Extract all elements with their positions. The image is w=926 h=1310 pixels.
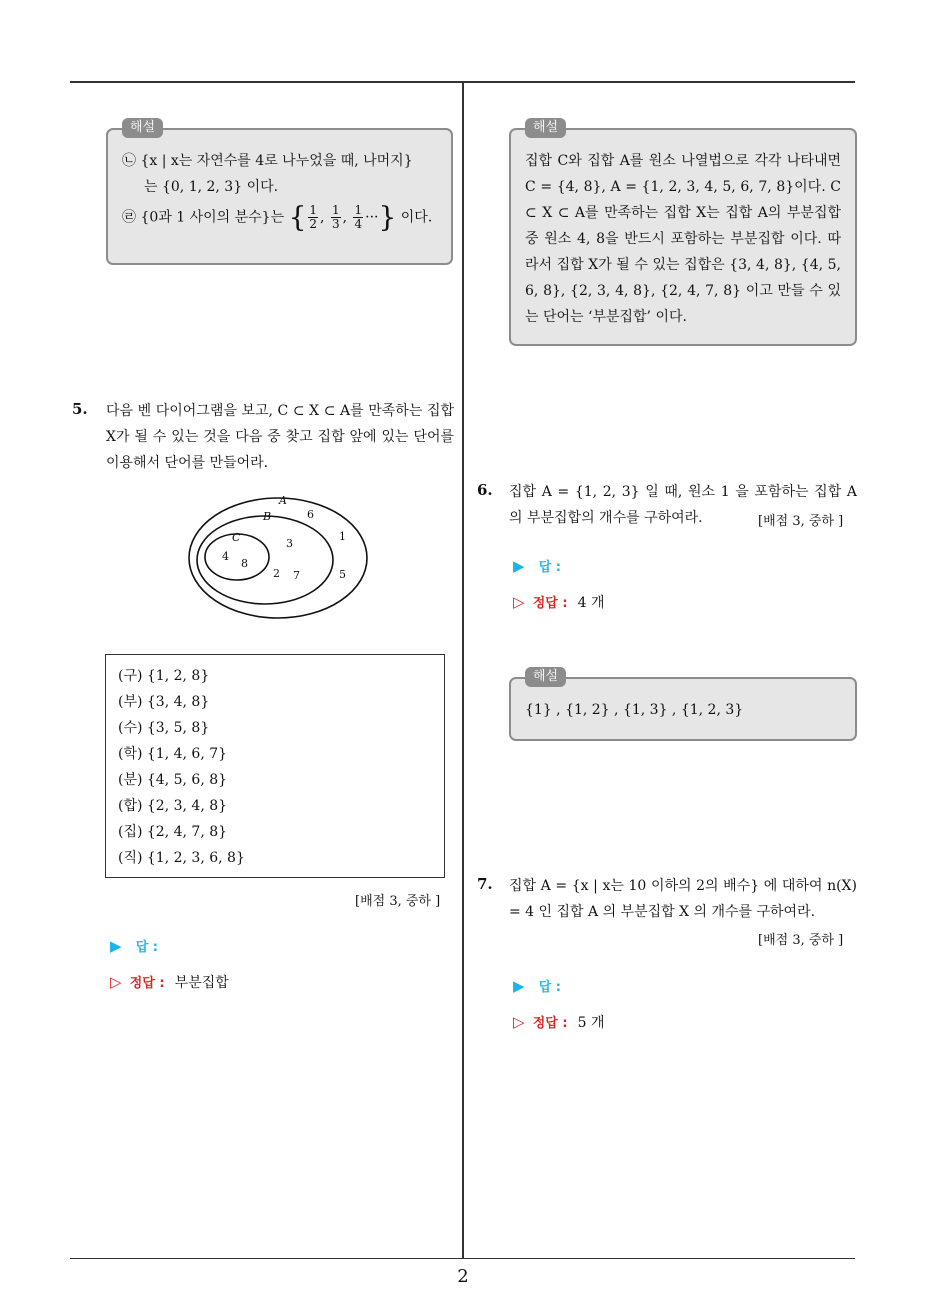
solution-tag: 해설 — [525, 667, 566, 687]
choice-item: (합) {2, 3, 4, 8} — [118, 798, 228, 814]
solution-box-3 — [509, 669, 857, 741]
answer-arrow-icon: ▶ — [110, 937, 122, 955]
choice-item: (직) {1, 2, 3, 6, 8} — [118, 850, 245, 866]
answer-label: 답 : — [135, 940, 158, 955]
answer-arrow-icon: ▶ — [513, 977, 525, 995]
choice-item: (집) {2, 4, 7, 8} — [118, 824, 228, 840]
question-number: 7. — [477, 875, 493, 893]
choices-box — [105, 654, 445, 878]
key-value: 5 개 — [577, 1015, 605, 1031]
choice-item: (구) {1, 2, 8} — [118, 668, 210, 684]
venn-set-b — [197, 516, 333, 604]
key-arrow-icon: ▷ — [513, 1013, 525, 1031]
solution-text: 집합 C와 집합 A를 원소 나열법으로 각각 나타내면 C = {4, 8}, A = {1, 2, 3, 4, 5, 6, 7, 8}이다. C ⊂ X ⊂ A를 만족하는 집합 X는 집합 A의 부분집합 중 원소 4, 8을 반드시 포함하는 부분집합 이다. 따라서 집합 X가 될 수 있는 집합은 {3, 4, 8}, {4, 5, 6, 8}, {2, 3, 4, 8}, {2, 4, 7, 8} 이고 만들 수 있는 단어는 ‘부분집합’ 이다. — [525, 153, 841, 325]
key-label: 정답 : — [129, 976, 165, 991]
venn-number: 3 — [286, 537, 293, 550]
key-arrow-icon: ▷ — [513, 593, 525, 611]
page-number: 2 — [457, 1266, 469, 1287]
solution-line-fractions: ㉣ {0과 1 사이의 분수}는 { $\frac{1}{2}$ , $\frac{1}{3}$ , $\frac{1}{4}$ ···} 이다. — [122, 200, 433, 234]
venn-number: 5 — [339, 568, 346, 581]
question-7-text: 집합 A = {x | x는 10 이하의 2의 배수} 에 대하여 n(X) = 4 인 집합 A 의 부분집합 X 의 개수를 구하여라. — [509, 878, 857, 920]
solution-box-2 — [509, 120, 857, 346]
key-label: 정답 : — [532, 1016, 568, 1031]
question-number: 5. — [72, 400, 88, 418]
solution-box-1 — [106, 120, 453, 265]
solution-fraction-suffix: 이다. — [400, 209, 433, 226]
venn-number: 6 — [307, 508, 314, 521]
solution-tag: 해설 — [122, 118, 163, 138]
answer-arrow-icon: ▶ — [513, 557, 525, 575]
answer-row — [513, 976, 561, 995]
venn-number: 4 — [222, 550, 229, 563]
key-row — [513, 592, 605, 612]
venn-number: 2 — [273, 567, 280, 580]
key-arrow-icon: ▷ — [110, 973, 122, 991]
key-row — [110, 972, 229, 992]
key-row — [513, 1012, 605, 1032]
fraction: $\frac{1}{2}$ — [309, 203, 318, 231]
solution-tag: 해설 — [525, 118, 566, 138]
answer-row — [513, 556, 561, 575]
venn-number: 1 — [339, 530, 346, 543]
venn-label-c: C — [232, 531, 241, 544]
choice-item: (분) {4, 5, 6, 8} — [118, 772, 228, 788]
choice-item: (학) {1, 4, 6, 7} — [118, 746, 228, 762]
fraction-ellipsis: ··· — [365, 209, 379, 226]
answer-label: 답 : — [538, 560, 561, 575]
venn-diagram — [185, 490, 375, 620]
key-value: 부분집합 — [174, 975, 229, 991]
question-6-text: 집합 A = {1, 2, 3} 일 때, 원소 1 을 포함하는 집합 A 의 부분집합의 개수를 구하여라. — [509, 484, 857, 526]
solution-line: 는 {0, 1, 2, 3} 이다. — [144, 179, 279, 195]
solution-fraction-prefix: ㉣ {0과 1 사이의 분수}는 — [122, 209, 285, 226]
points-label: [배점 3, 중하 ] — [758, 933, 844, 948]
choice-item: (수) {3, 5, 8} — [118, 720, 210, 736]
answer-row — [110, 936, 158, 955]
fraction: $\frac{1}{4}$ — [354, 203, 363, 231]
points-label: [배점 3, 중하 ] — [758, 514, 844, 529]
column-divider — [462, 82, 464, 1259]
solution-text: {1} , {1, 2} , {1, 3} , {1, 2, 3} — [525, 702, 744, 718]
key-value: 4 개 — [577, 595, 605, 611]
venn-label-a: A — [279, 494, 287, 507]
fraction: $\frac{1}{3}$ — [331, 203, 340, 231]
venn-label-b: B — [263, 510, 272, 523]
solution-line: ㉡ {x | x는 자연수를 4로 나누었을 때, 나머지} — [122, 153, 413, 169]
footer-rule — [70, 1258, 855, 1259]
venn-number: 8 — [241, 557, 248, 570]
venn-number: 7 — [293, 569, 300, 582]
key-label: 정답 : — [532, 596, 568, 611]
choice-item: (부) {3, 4, 8} — [118, 694, 210, 710]
points-label: [배점 3, 중하 ] — [355, 894, 441, 909]
answer-label: 답 : — [538, 980, 561, 995]
question-5-text: 다음 벤 다이어그램을 보고, C ⊂ X ⊂ A를 만족하는 집합 X가 될 수 있는 것을 다음 중 찾고 집합 앞에 있는 단어를 이용해서 단어를 만들어라. — [106, 403, 454, 471]
question-number: 6. — [477, 481, 493, 499]
